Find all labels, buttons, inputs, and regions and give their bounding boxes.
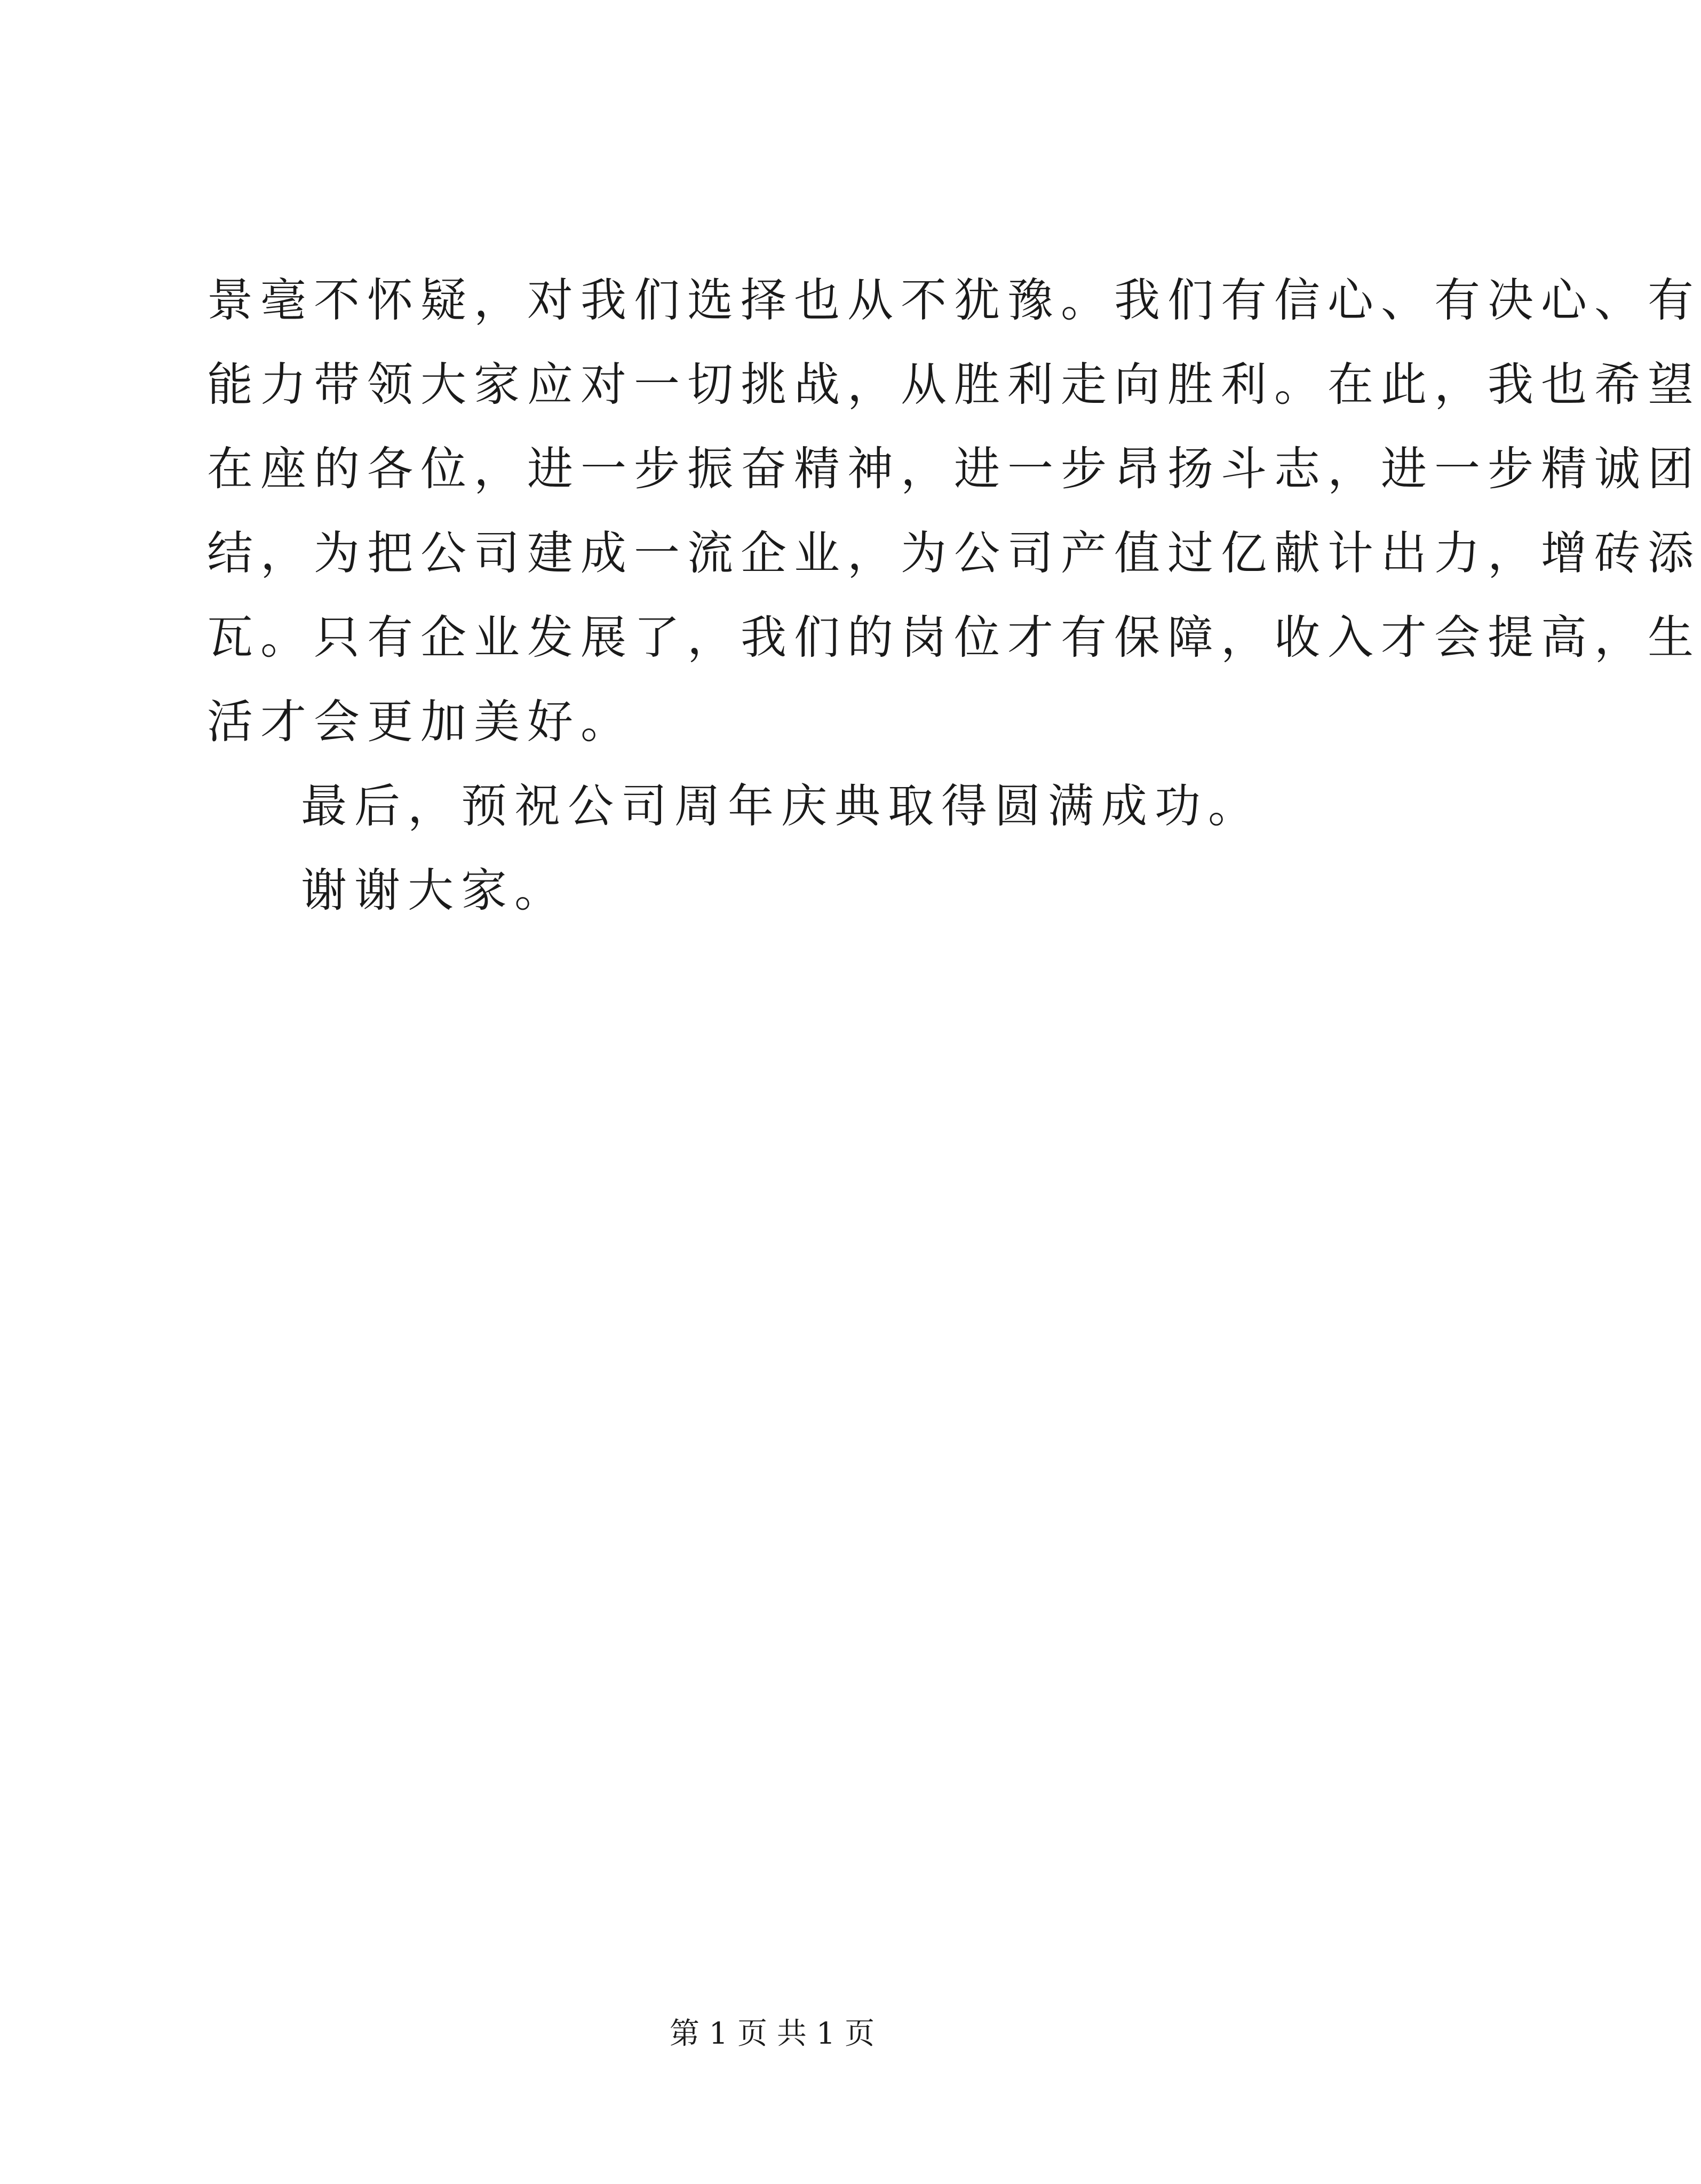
paragraph-line: 能力带领大家应对一切挑战，从胜利走向胜利。在此，我也希望	[207, 358, 1701, 411]
thanks-paragraph: 谢谢大家。	[301, 864, 568, 917]
document-body	[207, 274, 1701, 917]
paragraph-line: 瓦。只有企业发展了，我们的岗位才有保障，收入才会提高，生	[207, 611, 1701, 664]
paragraph-line: 在座的各位，进一步振奋精神，进一步昂扬斗志，进一步精诚团	[207, 442, 1701, 496]
paragraph-line: 结，为把公司建成一流企业，为公司产值过亿献计出力，增砖添	[207, 527, 1701, 580]
closing-wish-paragraph: 最后，预祝公司周年庆典取得圆满成功。	[301, 780, 1261, 833]
paragraph-line: 景毫不怀疑，对我们选择也从不犹豫。我们有信心、有决心、有	[207, 274, 1701, 327]
paragraph-line: 活才会更加美好。	[207, 695, 634, 749]
page-number-footer: 第 1 页 共 1 页	[669, 2016, 875, 2051]
